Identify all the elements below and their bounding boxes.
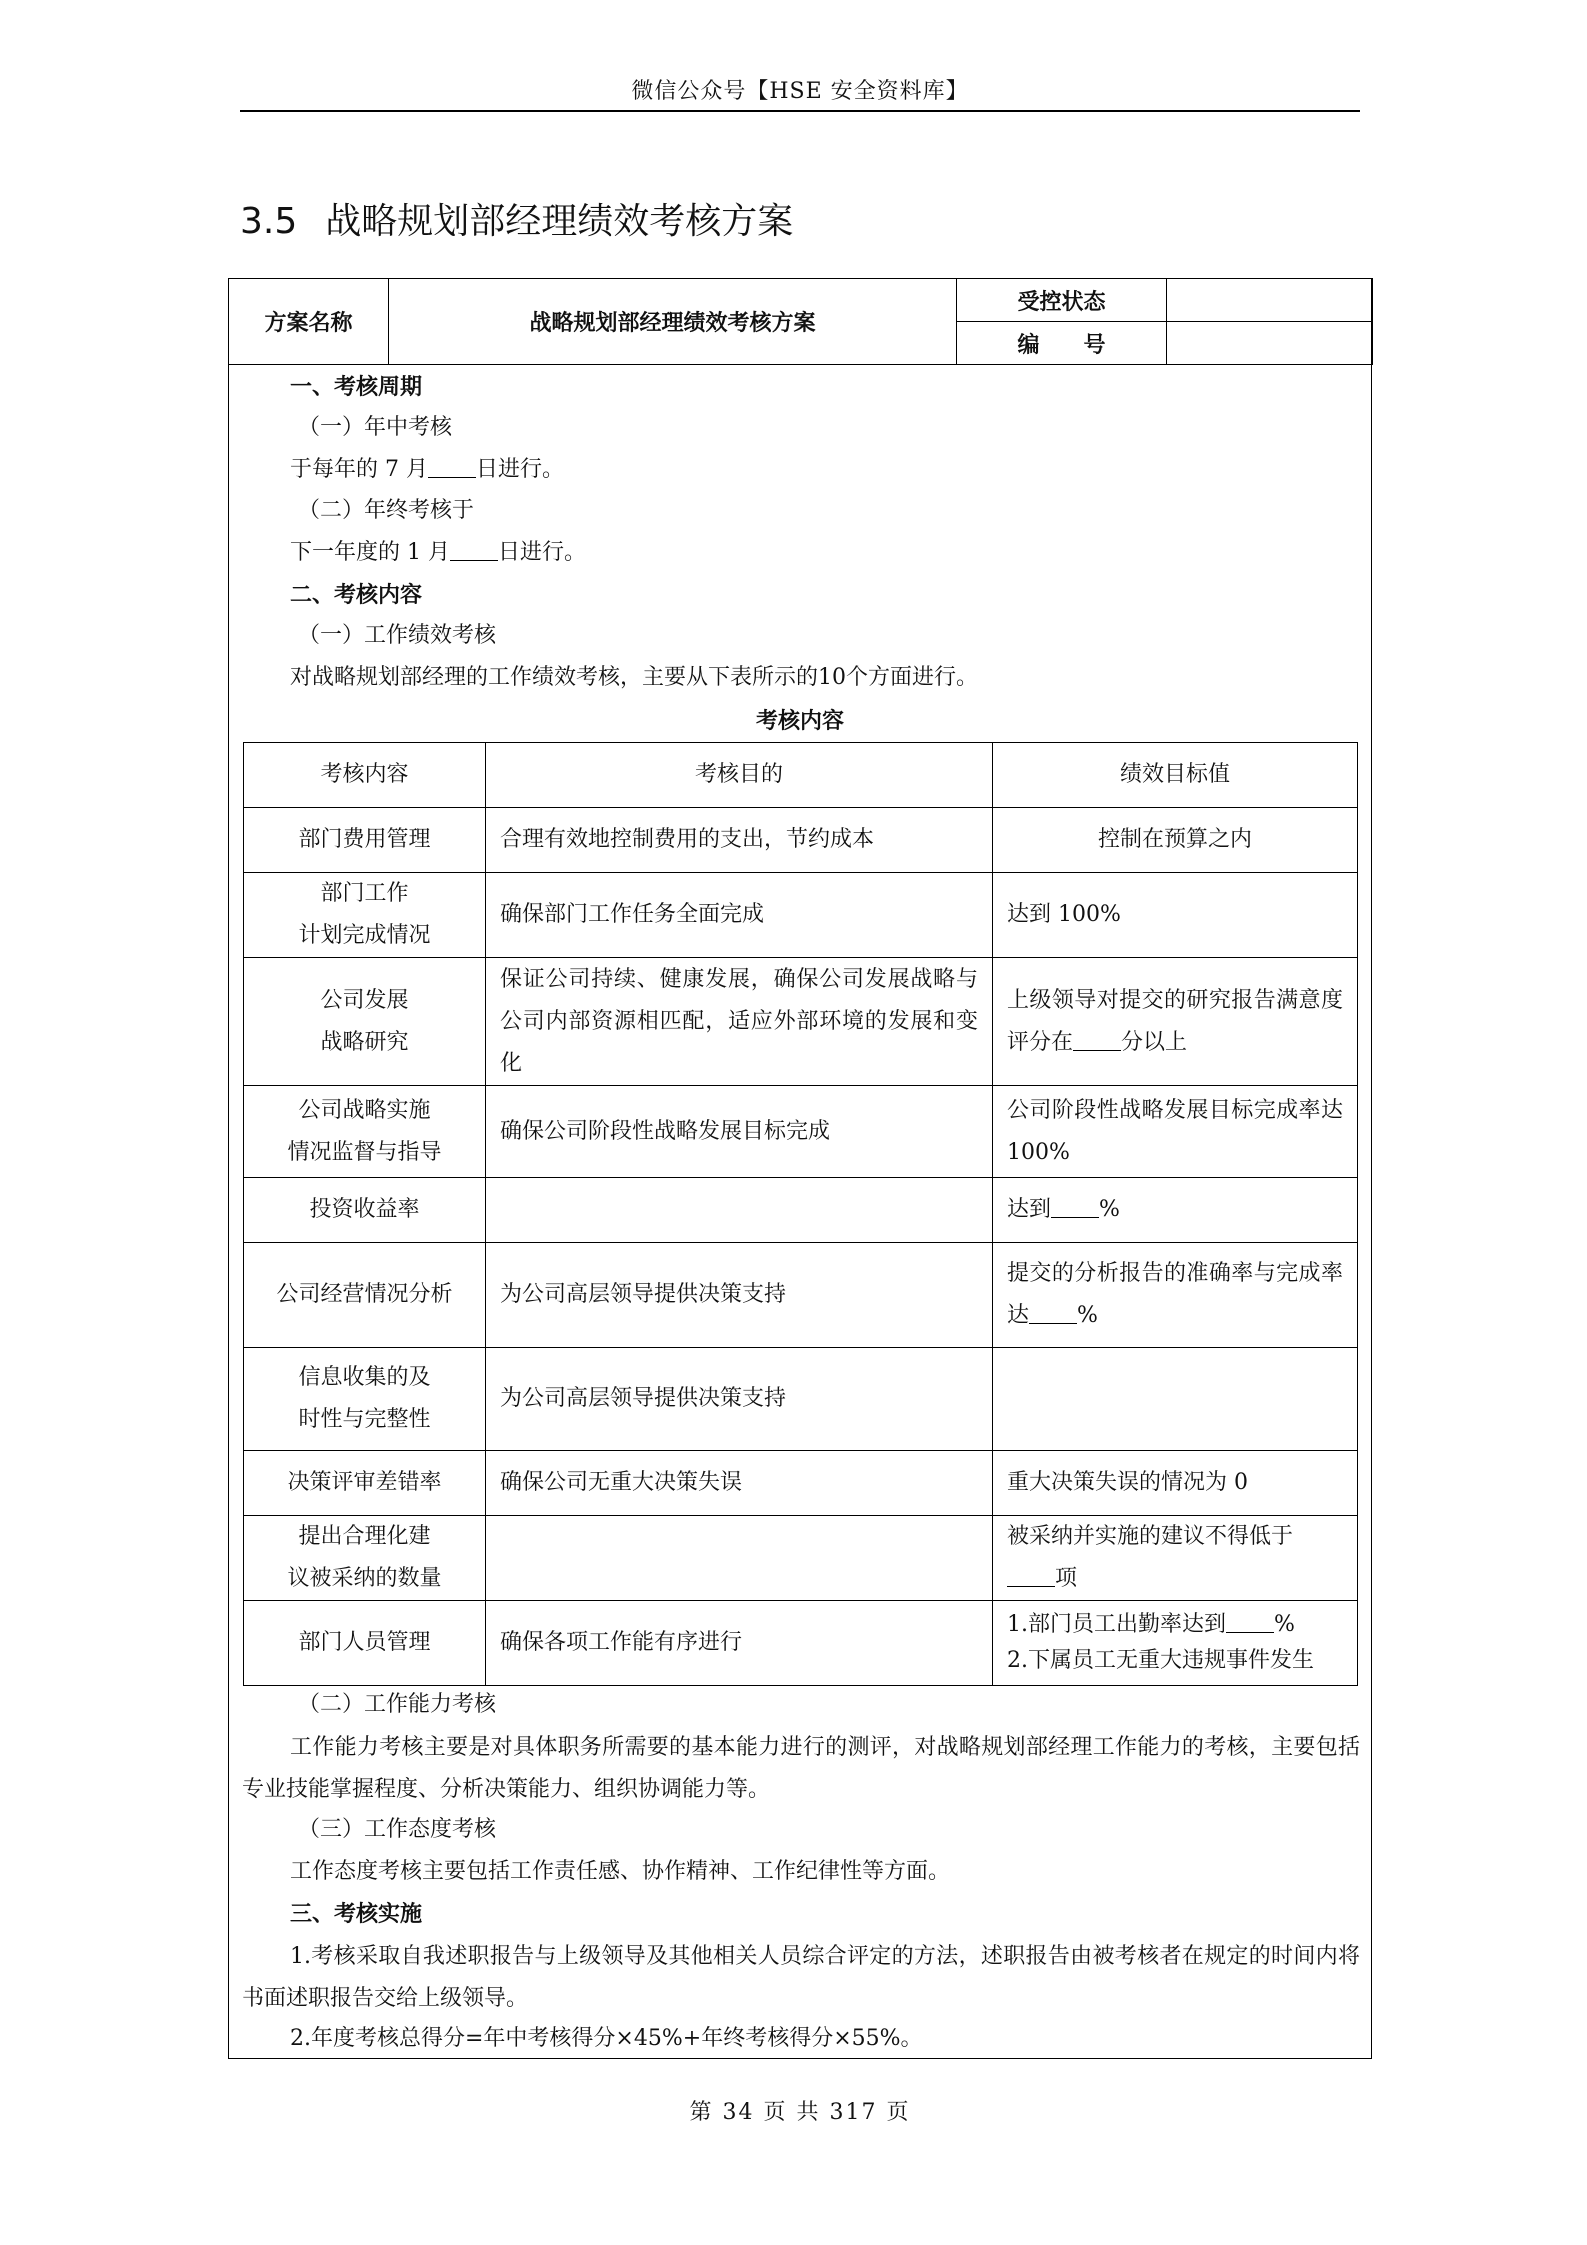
kpi-target-line1-post: % — [1274, 1612, 1295, 1637]
implementation-item-1: 1.考核采取自我述职报告与上级领导及其他相关人员综合评定的方法，述职报告由被考核者在规定的时间内将书面述职报告交给上级领导。 — [242, 1944, 1360, 2011]
kpi-item: 公司发展 战略研究 — [244, 958, 486, 1086]
header-rule — [240, 110, 1360, 112]
kpi-target — [993, 1516, 1358, 1601]
section-title — [240, 193, 793, 244]
kpi-purpose: 确保公司无重大决策失误 — [486, 1451, 993, 1516]
kpi-item: 决策评审差错率 — [244, 1451, 486, 1516]
kpi-purpose: 为公司高层领导提供决策支持 — [486, 1348, 993, 1451]
kpi-item: 部门工作 计划完成情况 — [244, 873, 486, 958]
kpi-purpose: 确保部门工作任务全面完成 — [486, 873, 993, 958]
kpi-target-pre: 被采纳并实施的建议不得低于 — [1007, 1524, 1294, 1549]
kpi-purpose: 确保公司阶段性战略发展目标完成 — [486, 1086, 993, 1178]
table-row — [244, 1451, 1358, 1516]
page-header: 微信公众号【HSE 安全资料库】 — [631, 79, 969, 104]
kpi-target-blank — [1226, 1612, 1274, 1633]
table-row — [244, 1348, 1358, 1451]
kpi-target — [993, 1178, 1358, 1243]
kpi-target-blank — [1007, 1566, 1055, 1587]
work-performance-heading: （一）工作绩效考核 — [298, 623, 497, 648]
kpi-target: 达到 100% — [993, 873, 1358, 958]
year-end-text-pre: 下一年度的 1 月 — [290, 540, 450, 565]
table-row — [244, 808, 1358, 873]
kpi-target-blank — [1073, 1030, 1121, 1051]
kpi-purpose: 为公司高层领导提供决策支持 — [486, 1243, 993, 1348]
kpi-item: 投资收益率 — [244, 1178, 486, 1243]
plan-name-value: 战略规划部经理绩效考核方案 — [389, 279, 957, 365]
document-number-value — [1167, 322, 1373, 365]
kpi-target-blank — [1051, 1197, 1099, 1218]
table-row — [244, 1178, 1358, 1243]
section-number: 3.5 — [240, 201, 298, 242]
table-row — [244, 1086, 1358, 1178]
kpi-purpose — [486, 1178, 993, 1243]
kpi-target: 公司阶段性战略发展目标完成率达 100% — [993, 1086, 1358, 1178]
kpi-target — [993, 1601, 1358, 1686]
control-status-value — [1167, 279, 1373, 322]
attitude-heading: （三）工作态度考核 — [298, 1817, 497, 1842]
kpi-target — [993, 958, 1358, 1086]
control-status-label: 受控状态 — [957, 279, 1167, 322]
work-performance-desc: 对战略规划部经理的工作绩效考核，主要从下表所示的10个方面进行。 — [290, 665, 978, 690]
document-number-label: 编 号 — [957, 322, 1167, 365]
kpi-purpose: 合理有效地控制费用的支出，节约成本 — [486, 808, 993, 873]
table-row — [244, 1601, 1358, 1686]
section-title-text: 战略规划部经理绩效考核方案 — [325, 201, 794, 242]
kpi-target — [993, 1348, 1358, 1451]
kpi-target-post: % — [1099, 1197, 1120, 1222]
kpi-item: 公司经营情况分析 — [244, 1243, 486, 1348]
kpi-target: 控制在预算之内 — [993, 808, 1358, 873]
kpi-item: 部门费用管理 — [244, 808, 486, 873]
kpi-target-post: 分以上 — [1121, 1029, 1188, 1055]
year-end-day-blank — [450, 540, 498, 561]
kpi-header-item: 考核内容 — [244, 743, 486, 808]
kpi-target-line1-pre: 1.部门员工出勤率达到 — [1007, 1612, 1226, 1637]
page-footer: 第 34 页 共 317 页 — [689, 2100, 911, 2125]
ability-desc: 工作能力考核主要是对具体职务所需要的基本能力进行的测评，对战略规划部经理工作能力的考核，主要包括专业技能掌握程度、分析决策能力、组织协调能力等。 — [242, 1735, 1360, 1802]
kpi-target-post: % — [1077, 1303, 1098, 1328]
table-row — [244, 958, 1358, 1086]
kpi-target-line2: 2.下属员工无重大违规事件发生 — [1007, 1648, 1314, 1673]
mid-year-text-pre: 于每年的 7 月 — [290, 457, 428, 482]
mid-year-day-blank — [428, 457, 476, 478]
content-heading: 二、考核内容 — [290, 582, 423, 608]
ability-heading: （二）工作能力考核 — [298, 1692, 497, 1717]
kpi-purpose: 确保各项工作能有序进行 — [486, 1601, 993, 1686]
kpi-target — [993, 1243, 1358, 1348]
kpi-item: 信息收集的及 时性与完整性 — [244, 1348, 486, 1451]
mid-year-heading: （一）年中考核 — [298, 415, 453, 440]
attitude-desc: 工作态度考核主要包括工作责任感、协作精神、工作纪律性等方面。 — [290, 1859, 951, 1884]
plan-name-label: 方案名称 — [229, 279, 389, 365]
kpi-item: 提出合理化建 议被采纳的数量 — [244, 1516, 486, 1601]
plan-header-table — [228, 278, 1373, 365]
cycle-heading: 一、考核周期 — [290, 374, 423, 400]
kpi-table — [243, 742, 1358, 1686]
year-end-text-post: 日进行。 — [497, 540, 586, 565]
table-row — [244, 1516, 1358, 1601]
kpi-header-target: 绩效目标值 — [993, 743, 1358, 808]
mid-year-text-post: 日进行。 — [475, 457, 564, 482]
kpi-target-pre: 提交的分析报告的准确率与完成率达 — [1007, 1261, 1343, 1328]
kpi-item: 公司战略实施 情况监督与指导 — [244, 1086, 486, 1178]
year-end-schedule — [290, 538, 586, 568]
kpi-header-purpose: 考核目的 — [486, 743, 993, 808]
implementation-heading: 三、考核实施 — [290, 1901, 423, 1927]
mid-year-schedule — [290, 455, 564, 485]
kpi-table-caption: 考核内容 — [755, 708, 844, 734]
kpi-purpose — [486, 1516, 993, 1601]
kpi-target-blank — [1029, 1303, 1077, 1324]
kpi-target-pre: 上级领导对提交的研究报告满意度评分在 — [1007, 987, 1343, 1055]
kpi-target: 重大决策失误的情况为 0 — [993, 1451, 1358, 1516]
implementation-item-2: 2.年度考核总得分=年中考核得分×45%+年终考核得分×55%。 — [290, 2026, 923, 2051]
kpi-target-pre: 达到 — [1007, 1197, 1052, 1222]
table-row — [244, 1243, 1358, 1348]
year-end-heading: （二）年终考核于 — [298, 498, 475, 523]
kpi-item: 部门人员管理 — [244, 1601, 486, 1686]
kpi-purpose: 保证公司持续、健康发展，确保公司发展战略与公司内部资源相匹配，适应外部环境的发展和变化 — [486, 958, 993, 1086]
table-row — [244, 873, 1358, 958]
kpi-target-post: 项 — [1055, 1566, 1078, 1591]
